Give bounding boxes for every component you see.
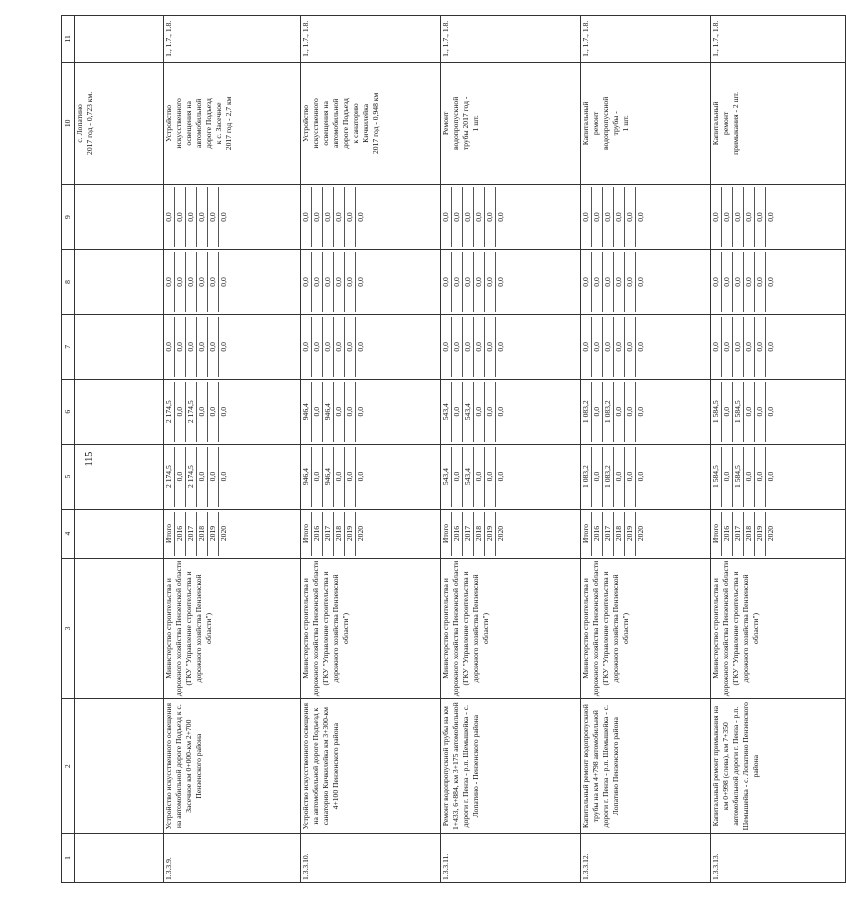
year-list — [441, 509, 581, 558]
result-line: 2017 год - 0,723 км. — [85, 91, 94, 155]
funding-value: 0,0 — [625, 317, 636, 377]
funding-value: 0,0 — [614, 317, 625, 377]
year-label: 2017 — [323, 512, 334, 556]
column-number: 10 — [62, 62, 75, 184]
expected-result — [441, 62, 581, 184]
funding-value: 0,0 — [755, 382, 766, 442]
funding-value: 1 083,2 — [581, 447, 592, 507]
funding-value: 0,0 — [175, 447, 186, 507]
year-label: Итого — [164, 512, 175, 556]
funding-value: 0,0 — [441, 252, 452, 312]
activity-code: 1.3.3.11. — [441, 834, 581, 883]
expected-result — [164, 62, 301, 184]
funding-value: 946,4 — [323, 382, 334, 442]
funding-value: 0,0 — [356, 212, 365, 222]
funding-value: 0,0 — [208, 252, 219, 312]
continued-row — [75, 16, 164, 883]
funding-value: 0,0 — [581, 252, 592, 312]
year-label: 2016 — [452, 512, 463, 556]
funding-value: 0,0 — [614, 252, 625, 312]
funding-value: 0,0 — [323, 187, 334, 247]
year-list — [581, 509, 711, 558]
funding-value: 0,0 — [744, 447, 755, 507]
funding-value: 0,0 — [186, 252, 197, 312]
funding-value: 0,0 — [496, 471, 505, 482]
year-list — [164, 509, 301, 558]
funding-value: 0,0 — [485, 382, 496, 442]
funding-value: 0,0 — [722, 317, 733, 377]
funding-value: 0,0 — [441, 317, 452, 377]
funding-value: 2 174,5 — [164, 382, 175, 442]
result-line: 2017 год - 2,7 км — [224, 96, 233, 151]
funding-value: 0,0 — [636, 277, 645, 287]
funding-value: 0,0 — [581, 187, 592, 247]
funding-value: 0,0 — [463, 187, 474, 247]
funding-value: 0,0 — [485, 447, 496, 507]
result-line: к санаторию — [351, 103, 360, 144]
funding-value: 0,0 — [164, 252, 175, 312]
funding-value: 0,0 — [175, 317, 186, 377]
funding-value: 0,0 — [312, 187, 323, 247]
expected-result — [581, 62, 711, 184]
funding-value: 0,0 — [496, 212, 505, 222]
year-label: 2018 — [744, 512, 755, 556]
empty-cell — [75, 558, 164, 699]
column-number: 1 — [62, 834, 75, 883]
result-line: ремонт — [591, 111, 600, 135]
funding-value: 1 083,2 — [603, 382, 614, 442]
funding-value: 0,0 — [485, 187, 496, 247]
funding-value: 0,0 — [592, 252, 603, 312]
empty-cell — [75, 379, 164, 444]
activity-name: Устройство искусственного освещения на автомобильной дороге Подъезд к санаторию Кичкилейка км 3+300-км 4+100 Пензенского района — [301, 699, 441, 834]
result-line: трубы 2017 год - — [461, 96, 470, 151]
year-label: 2020 — [766, 525, 775, 542]
year-label: 2016 — [592, 512, 603, 556]
funding-value: 0,0 — [197, 252, 208, 312]
funding-value: 0,0 — [474, 187, 485, 247]
result-line: искусственного — [174, 98, 183, 149]
result-line: автомобильной — [194, 98, 203, 149]
table-row — [301, 16, 441, 883]
funding-values-c7 — [441, 314, 581, 379]
funding-value: 0,0 — [755, 252, 766, 312]
funding-value: 0,0 — [312, 252, 323, 312]
year-label: Итого — [581, 512, 592, 556]
funding-value: 0,0 — [452, 187, 463, 247]
funding-value: 0,0 — [441, 187, 452, 247]
funding-value: 543,4 — [463, 382, 474, 442]
funding-value: 0,0 — [186, 187, 197, 247]
funding-value: 0,0 — [452, 317, 463, 377]
funding-value: 0,0 — [301, 187, 312, 247]
funding-values-c6 — [711, 379, 846, 444]
result-line: 1 шт. — [621, 115, 630, 132]
funding-value: 0,0 — [485, 317, 496, 377]
funding-value: 0,0 — [755, 317, 766, 377]
column-number: 7 — [62, 314, 75, 379]
funding-values-c9 — [441, 185, 581, 250]
funding-value: 0,0 — [452, 382, 463, 442]
responsible-executor: Министерство строительства и дорожного хозяйства Пензенской области (ГКУ "Управление строительства и дорожного хозяйства Пензенской области") — [164, 558, 301, 699]
funding-value: 543,4 — [441, 447, 452, 507]
table-row — [164, 16, 301, 883]
funding-value: 0,0 — [744, 252, 755, 312]
year-label: Итого — [441, 512, 452, 556]
funding-value: 0,0 — [711, 317, 722, 377]
funding-values-c5 — [164, 444, 301, 509]
funding-value: 0,0 — [345, 382, 356, 442]
funding-value: 0,0 — [592, 382, 603, 442]
empty-cell — [75, 314, 164, 379]
funding-value: 0,0 — [356, 277, 365, 287]
funding-value: 0,0 — [312, 447, 323, 507]
funding-value: 0,0 — [219, 342, 228, 352]
result-line: автомобильной — [331, 98, 340, 149]
funding-value: 0,0 — [175, 382, 186, 442]
funding-values-c5 — [441, 444, 581, 509]
activity-code: 1.3.3.12. — [581, 834, 711, 883]
year-label: 2018 — [334, 512, 345, 556]
activity-name: Капитальный ремонт примыкания на км 0+998 (слева), км 7+350 автомобильной дороги г. Пенза - р.п. Шемышейка - с. Лопатино Пензенского района — [711, 699, 846, 834]
funding-value: 0,0 — [452, 252, 463, 312]
year-label: 2019 — [345, 512, 356, 556]
empty-cell — [75, 834, 164, 883]
result-line: искусственного — [311, 98, 320, 149]
year-label: 2018 — [197, 512, 208, 556]
funding-value: 0,0 — [733, 187, 744, 247]
funding-value: 0,0 — [312, 317, 323, 377]
column-number: 8 — [62, 249, 75, 314]
result-line: 2017 год - 0,948 км — [371, 92, 380, 154]
empty-cell — [75, 699, 164, 834]
funding-value: 0,0 — [614, 382, 625, 442]
result-line: освещения на — [321, 101, 330, 146]
column-number: 5 — [62, 444, 75, 509]
column-number: 4 — [62, 509, 75, 558]
funding-value: 0,0 — [208, 317, 219, 377]
funding-value: 0,0 — [755, 187, 766, 247]
funding-values-c7 — [164, 314, 301, 379]
funding-values-c9 — [301, 185, 441, 250]
result-line: дороге Подъезд — [341, 98, 350, 149]
funding-value: 0,0 — [496, 277, 505, 287]
funding-value: 0,0 — [485, 252, 496, 312]
empty-cell — [75, 509, 164, 558]
funding-value: 0,0 — [175, 187, 186, 247]
column-number: 11 — [62, 16, 75, 63]
funding-value: 0,0 — [334, 252, 345, 312]
funding-value: 0,0 — [636, 212, 645, 222]
year-label: 2016 — [175, 512, 186, 556]
funding-value: 1 584,5 — [733, 382, 744, 442]
funding-value: 0,0 — [766, 277, 775, 287]
year-list — [301, 509, 441, 558]
activity-name: Устройство искусственного освещения на автомобильной дороге Подъезд к с. Засечное км 0+000-км 2+700 Пензенского района — [164, 699, 301, 834]
result-line: 1 шт. — [471, 115, 480, 132]
indicator-link: 1., 1.7., 1.8. — [711, 16, 846, 63]
funding-values-c8 — [441, 249, 581, 314]
funding-values-c5 — [581, 444, 711, 509]
funding-value: 0,0 — [301, 317, 312, 377]
year-label: 2019 — [485, 512, 496, 556]
funding-value: 2 174,5 — [186, 447, 197, 507]
funding-value: 0,0 — [175, 252, 186, 312]
result-line: Капитальный — [711, 101, 720, 146]
funding-value: 0,0 — [592, 317, 603, 377]
funding-value: 0,0 — [219, 406, 228, 417]
funding-value: 1 083,2 — [581, 382, 592, 442]
funding-values-c5 — [711, 444, 846, 509]
table-row — [711, 16, 846, 883]
funding-value: 0,0 — [219, 212, 228, 222]
funding-value: 0,0 — [744, 382, 755, 442]
result-line: Устройство — [301, 104, 310, 142]
program-activities-table — [61, 15, 846, 883]
funding-value: 1 584,5 — [711, 382, 722, 442]
funding-value: 1 083,2 — [603, 447, 614, 507]
funding-value: 0,0 — [312, 382, 323, 442]
funding-values-c6 — [164, 379, 301, 444]
funding-value: 0,0 — [766, 406, 775, 417]
result-line: Устройство — [164, 104, 173, 142]
year-label: 2017 — [463, 512, 474, 556]
table-row — [441, 16, 581, 883]
funding-value: 0,0 — [474, 447, 485, 507]
funding-value: 0,0 — [208, 447, 219, 507]
funding-value: 543,4 — [463, 447, 474, 507]
year-label: 2017 — [186, 512, 197, 556]
funding-value: 0,0 — [744, 187, 755, 247]
result-line: Кичкилейка — [361, 103, 370, 143]
funding-values-c8 — [711, 249, 846, 314]
empty-cell — [75, 444, 164, 509]
funding-values-c9 — [581, 185, 711, 250]
year-label: 2016 — [312, 512, 323, 556]
funding-value: 0,0 — [722, 447, 733, 507]
year-label: 2020 — [496, 525, 505, 542]
funding-value: 0,0 — [614, 447, 625, 507]
funding-value: 0,0 — [722, 187, 733, 247]
funding-value: 0,0 — [711, 187, 722, 247]
rotated-table-container — [61, 15, 775, 883]
funding-value: 2 174,5 — [164, 447, 175, 507]
funding-value: 0,0 — [323, 252, 334, 312]
responsible-executor: Министерство строительства и дорожного хозяйства Пензенской области (ГКУ "Управление строительства и дорожного хозяйства Пензенской области") — [441, 558, 581, 699]
indicator-link: 1., 1.7., 1.8. — [441, 16, 581, 63]
result-line: трубы - — [611, 111, 620, 136]
year-label: 2016 — [722, 512, 733, 556]
funding-value: 0,0 — [603, 252, 614, 312]
year-label: 2020 — [636, 525, 645, 542]
funding-value: 0,0 — [186, 317, 197, 377]
funding-value: 946,4 — [301, 382, 312, 442]
funding-value: 0,0 — [345, 447, 356, 507]
funding-value: 0,0 — [301, 252, 312, 312]
funding-value: 0,0 — [474, 382, 485, 442]
funding-values-c7 — [301, 314, 441, 379]
funding-value: 1 584,5 — [733, 447, 744, 507]
funding-value: 0,0 — [323, 317, 334, 377]
funding-value: 0,0 — [592, 187, 603, 247]
funding-values-c7 — [711, 314, 846, 379]
year-label: Итого — [301, 512, 312, 556]
activity-name: Капитальный ремонт водопропускной трубы на км 4+798 автомобильной дороги г. Пенза - р.п. Шемышейка - с. Лопатино Пензенского района — [581, 699, 711, 834]
column-number: 3 — [62, 558, 75, 699]
funding-value: 0,0 — [766, 342, 775, 352]
funding-value: 0,0 — [345, 317, 356, 377]
result-line: с. Лопатино — [75, 104, 84, 143]
table-body — [62, 16, 846, 883]
funding-value: 0,0 — [208, 187, 219, 247]
funding-value: 0,0 — [722, 382, 733, 442]
expected-result — [711, 62, 846, 184]
responsible-executor: Министерство строительства и дорожного хозяйства Пензенской области (ГКУ "Управление строительства и дорожного хозяйства Пензенской области") — [301, 558, 441, 699]
funding-value: 0,0 — [766, 212, 775, 222]
funding-value: 0,0 — [603, 317, 614, 377]
funding-value: 0,0 — [625, 252, 636, 312]
funding-value: 0,0 — [208, 382, 219, 442]
funding-value: 0,0 — [614, 187, 625, 247]
funding-value: 0,0 — [755, 447, 766, 507]
funding-value: 0,0 — [581, 317, 592, 377]
empty-cell — [75, 249, 164, 314]
funding-values-c8 — [581, 249, 711, 314]
funding-value: 0,0 — [356, 342, 365, 352]
activity-name: Ремонт водопропускной трубы на км 1+433, 6+884, км 3+175 автомобильной дороги г. Пенза - р.п. Шемышейка - с. Лопатино - Пензенского района — [441, 699, 581, 834]
year-label: 2019 — [625, 512, 636, 556]
funding-values-c5 — [301, 444, 441, 509]
table-row — [581, 16, 711, 883]
funding-values-c9 — [711, 185, 846, 250]
funding-value: 946,4 — [323, 447, 334, 507]
funding-value: 0,0 — [334, 447, 345, 507]
funding-value: 0,0 — [219, 471, 228, 482]
funding-value: 0,0 — [219, 277, 228, 287]
funding-value: 0,0 — [625, 187, 636, 247]
result-line: к с. Засечное — [214, 102, 223, 145]
result-line: освещения на — [184, 101, 193, 146]
funding-value: 0,0 — [197, 187, 208, 247]
funding-values-c7 — [581, 314, 711, 379]
funding-value: 0,0 — [345, 252, 356, 312]
indicator-link: 1., 1.7., 1.8. — [301, 16, 441, 63]
year-list — [711, 509, 846, 558]
year-label: 2019 — [208, 512, 219, 556]
expected-result — [301, 62, 441, 184]
year-label: 2018 — [474, 512, 485, 556]
funding-value: 0,0 — [452, 447, 463, 507]
funding-value: 0,0 — [356, 406, 365, 417]
funding-value: 0,0 — [636, 342, 645, 352]
result-line: водопропускной — [451, 96, 460, 151]
empty-cell — [75, 185, 164, 250]
funding-values-c6 — [581, 379, 711, 444]
funding-value: 0,0 — [334, 317, 345, 377]
indicator-link: 1., 1.7., 1.8. — [164, 16, 301, 63]
funding-value: 0,0 — [356, 471, 365, 482]
result-line: водопропускной — [601, 96, 610, 151]
year-label: Итого — [711, 512, 722, 556]
empty-cell — [75, 16, 164, 63]
funding-value: 0,0 — [197, 447, 208, 507]
funding-value: 0,0 — [496, 342, 505, 352]
column-number: 2 — [62, 699, 75, 834]
year-label: 2017 — [603, 512, 614, 556]
funding-value: 0,0 — [474, 252, 485, 312]
funding-value: 0,0 — [592, 447, 603, 507]
responsible-executor: Министерство строительства и дорожного хозяйства Пензенской области (ГКУ "Управление строительства и дорожного хозяйства Пензенской области") — [711, 558, 846, 699]
funding-value: 0,0 — [636, 406, 645, 417]
funding-value: 0,0 — [463, 252, 474, 312]
column-number: 6 — [62, 379, 75, 444]
funding-value: 0,0 — [164, 187, 175, 247]
activity-code: 1.3.3.10. — [301, 834, 441, 883]
funding-value: 0,0 — [496, 406, 505, 417]
funding-values-c8 — [301, 249, 441, 314]
funding-value: 1 584,5 — [711, 447, 722, 507]
funding-value: 0,0 — [636, 471, 645, 482]
funding-value: 0,0 — [603, 187, 614, 247]
result-line: Капитальный — [581, 101, 590, 146]
funding-values-c6 — [441, 379, 581, 444]
funding-value: 946,4 — [301, 447, 312, 507]
funding-value: 0,0 — [345, 187, 356, 247]
funding-value: 0,0 — [474, 317, 485, 377]
year-label: 2020 — [356, 525, 365, 542]
funding-value: 0,0 — [625, 447, 636, 507]
column-number-row — [62, 16, 75, 883]
funding-value: 543,4 — [441, 382, 452, 442]
result-line: дороге Подъезд — [204, 98, 213, 149]
funding-values-c8 — [164, 249, 301, 314]
funding-value: 0,0 — [733, 317, 744, 377]
funding-value: 0,0 — [197, 317, 208, 377]
continued-result-cell — [75, 62, 164, 184]
result-line: Ремонт — [441, 111, 450, 136]
funding-values-c6 — [301, 379, 441, 444]
year-label: 2019 — [755, 512, 766, 556]
funding-values-c9 — [164, 185, 301, 250]
funding-value: 0,0 — [711, 252, 722, 312]
funding-value: 0,0 — [744, 317, 755, 377]
responsible-executor: Министерство строительства и дорожного хозяйства Пензенской области (ГКУ "Управление строительства и дорожного хозяйства Пензенской области") — [581, 558, 711, 699]
year-label: 2020 — [219, 525, 228, 542]
funding-value: 0,0 — [463, 317, 474, 377]
column-number: 9 — [62, 185, 75, 250]
funding-value: 0,0 — [722, 252, 733, 312]
year-label: 2017 — [733, 512, 744, 556]
page-number: 115 — [84, 451, 95, 467]
funding-value: 0,0 — [766, 471, 775, 482]
funding-value: 0,0 — [334, 382, 345, 442]
funding-value: 0,0 — [197, 382, 208, 442]
result-line: примыкания - 2 шт. — [731, 91, 740, 155]
funding-value: 2 174,5 — [186, 382, 197, 442]
funding-value: 0,0 — [733, 252, 744, 312]
year-label: 2018 — [614, 512, 625, 556]
activity-code: 1.3.3.13. — [711, 834, 846, 883]
funding-value: 0,0 — [334, 187, 345, 247]
funding-value: 0,0 — [625, 382, 636, 442]
activity-code: 1.3.3.9. — [164, 834, 301, 883]
result-line: ремонт — [721, 111, 730, 135]
funding-value: 0,0 — [164, 317, 175, 377]
indicator-link: 1., 1.7., 1.8. — [581, 16, 711, 63]
